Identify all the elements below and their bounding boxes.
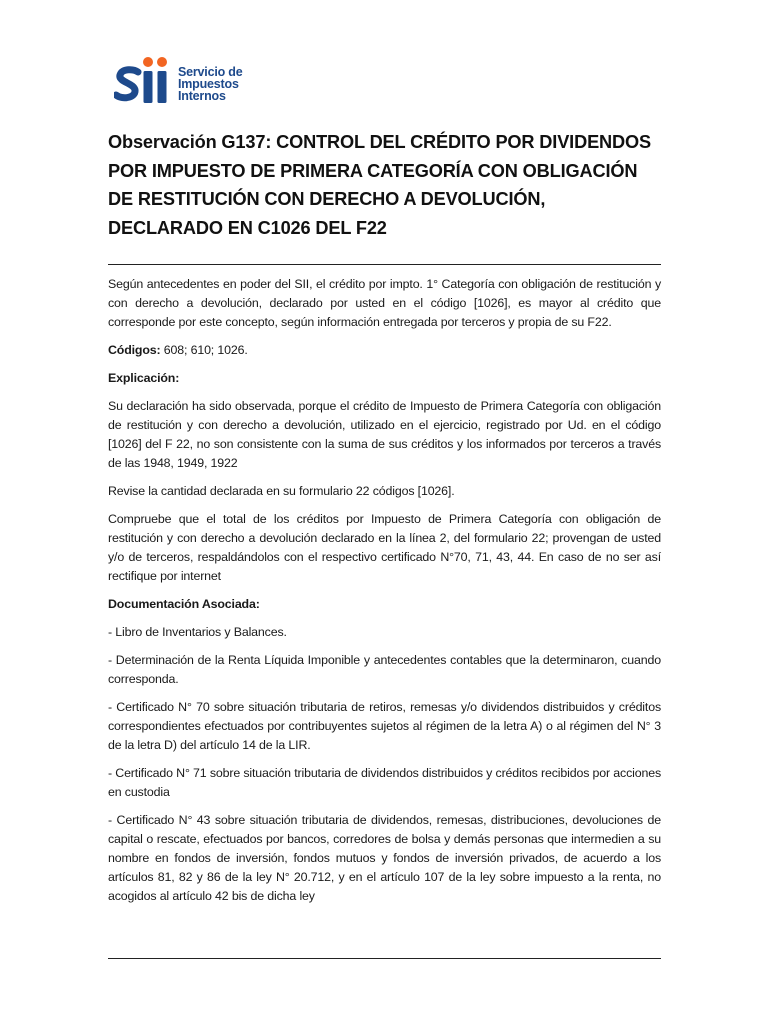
bottom-divider xyxy=(108,958,661,959)
intro-paragraph: Según antecedentes en poder del SII, el crédito por impto. 1° Categoría con obligación de restitución y con derecho a devolución, declarado por usted en el código [1026], es mayor al crédito que corresponde por este concepto, según información entregada por terceros y propia de su F22. xyxy=(108,277,661,329)
sii-logo-text xyxy=(178,66,243,102)
logo-line-1: Servicio de xyxy=(178,65,243,79)
document-title: Observación G137: CONTROL DEL CRÉDITO POR DIVIDENDOS POR IMPUESTO DE PRIMERA CATEGORÍA CON OBLIGACIÓN DE RESTITUCIÓN CON DERECHO A DEVOLUCIÓN, DECLARADO EN C1026 DEL F22 xyxy=(108,132,651,238)
document-body xyxy=(108,275,661,915)
logo-line-3: Internos xyxy=(178,89,226,103)
sii-logo xyxy=(114,52,243,108)
doc-item: - Certificado N° 70 sobre situación tributaria de retiros, remesas y/o dividendos distribuidos y créditos correspondientes efectuados por contribuyentes sujetos al régimen de la letra A) o al régimen del N° 3 de la letra D) del artículo 14 de la LIR. xyxy=(108,700,661,752)
top-divider xyxy=(108,264,661,265)
doc-item: - Libro de Inventarios y Balances. xyxy=(108,625,287,639)
codes-paragraph xyxy=(108,341,661,360)
doc-item: - Certificado N° 71 sobre situación tributaria de dividendos distribuidos y créditos recibidos por acciones en custodia xyxy=(108,766,661,799)
documentacion-heading: Documentación Asociada: xyxy=(108,597,260,611)
codes-value: 608; 610; 1026. xyxy=(160,343,248,357)
doc-item: - Determinación de la Renta Líquida Imponible y antecedentes contables que la determinaron, cuando corresponda. xyxy=(108,653,661,686)
explicacion-paragraph-1: Su declaración ha sido observada, porque el crédito de Impuesto de Primera Categoría con obligación de restitución y con derecho a devolución, utilizado en el ejercicio, registrado por Ud. en el código [1026] del F 22, no son consistente con la suma de sus créditos y los informados por terceros a través de las 1948, 1949, 1922 xyxy=(108,399,661,470)
explicacion-heading: Explicación: xyxy=(108,371,180,385)
codes-label: Códigos: xyxy=(108,343,161,357)
sii-logo-mark xyxy=(114,56,172,108)
explicacion-paragraph-2: Revise la cantidad declarada en su formulario 22 códigos [1026]. xyxy=(108,484,455,498)
logo-line-2: Impuestos xyxy=(178,77,239,91)
explicacion-paragraph-3: Compruebe que el total de los créditos por Impuesto de Primera Categoría con obligación de restitución y con derecho a devolución declarado en la línea 2, del formulario 22; provengan de usted y/o de terceros, respaldándolos con el respectivo certificado N°70, 71, 43, 44. En caso de no ser así rectifique por internet xyxy=(108,512,661,583)
doc-item: - Certificado N° 43 sobre situación tributaria de dividendos, remesas, distribuciones, devoluciones de capital o rescate, efectuados por bancos, corredores de bolsa y demás personas que intermedien a su nombre en fondos de inversión, fondos mutuos y fondos de inversión privados, de acuerdo a los artículos 81, 82 y 86 de la ley N° 20.712, y en el artículo 107 de la ley sobre impuesto a la renta, no acogidos al artículo 42 bis de dicha ley xyxy=(108,813,661,903)
